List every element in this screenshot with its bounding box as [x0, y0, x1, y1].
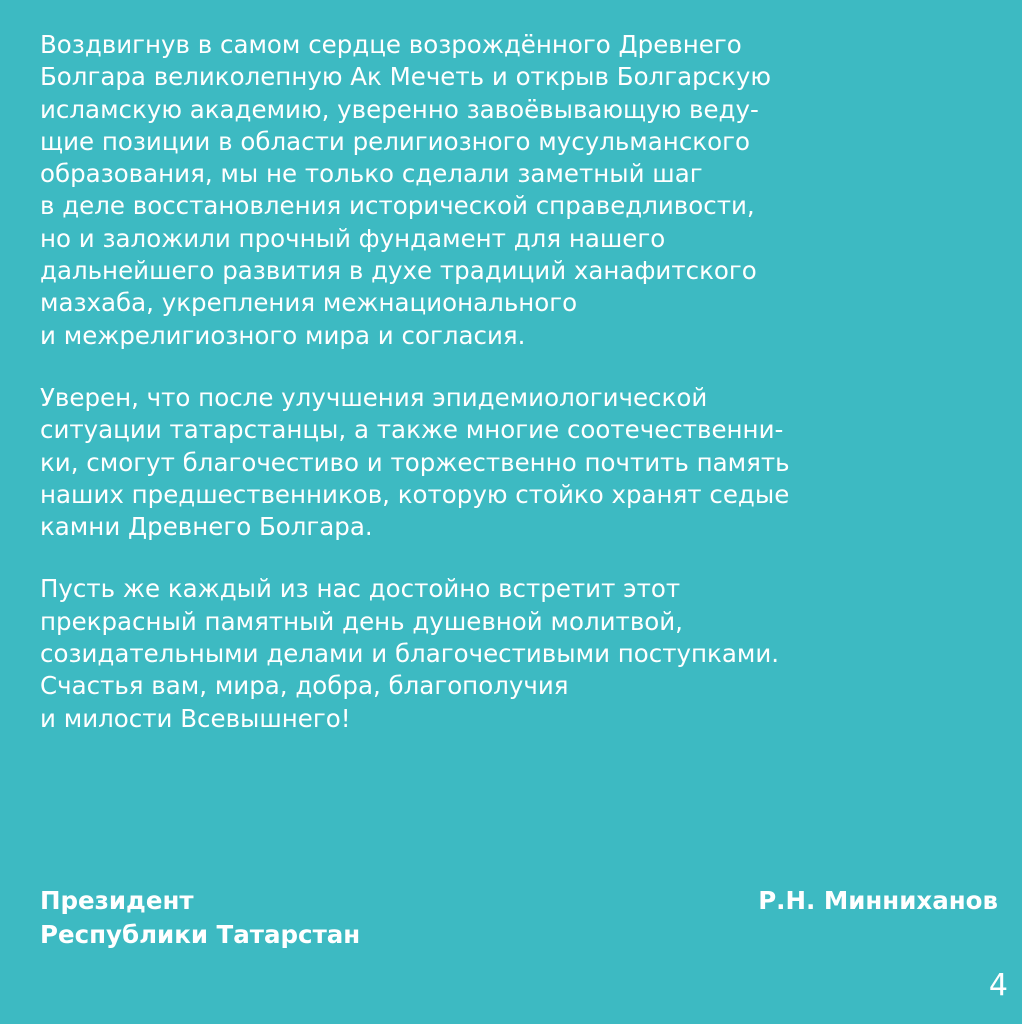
text-line: щие позиции в области религиозного мусульманского — [40, 126, 750, 156]
text-line: созидательными делами и благочестивыми поступками. — [40, 639, 780, 669]
text-line: дальнейшего развития в духе традиций ханафитского — [40, 256, 757, 286]
letter-body — [40, 29, 1000, 765]
text-line: ситуации татарстанцы, а также многие соотечественни- — [40, 415, 784, 445]
page-number: 4 — [988, 968, 1008, 1003]
text-line: Счастья вам, мира, добра, благополучия — [40, 671, 569, 701]
signature-position — [40, 884, 360, 952]
text-line: камни Древнего Болгара. — [40, 512, 373, 542]
text-line: исламскую академию, уверенно завоёвывающую веду- — [40, 94, 759, 124]
text-line: Воздвигнув в самом сердце возрождённого Древнего — [40, 30, 742, 59]
paragraph-3 — [40, 573, 1000, 734]
text-line: ки, смогут благочестиво и торжественно почтить память — [40, 447, 790, 477]
signature-position-line: Президент — [40, 886, 194, 915]
text-line: Пусть же каждый из нас достойно встретит этот — [40, 574, 681, 604]
paragraph-2 — [40, 382, 1000, 543]
text-line: Болгара великолепную Ак Мечеть и открыв Болгарскую — [40, 62, 772, 92]
paragraph-1 — [40, 29, 1000, 352]
text-line: в деле восстановления исторической справедливости, — [40, 191, 755, 221]
text-line: мазхаба, укрепления межнационального — [40, 288, 578, 318]
text-line: и межрелигиозного мира и согласия. — [40, 320, 526, 350]
text-line: но и заложили прочный фундамент для нашего — [40, 223, 666, 253]
text-line: наших предшественников, которую стойко хранят седые — [40, 479, 790, 509]
signature-position-line: Республики Татарстан — [40, 920, 361, 949]
text-line: и милости Всевышнего! — [40, 703, 351, 733]
text-line: Уверен, что после улучшения эпидемиологической — [40, 382, 708, 412]
signature-name: Р.Н. Минниханов — [758, 886, 998, 915]
text-line: образования, мы не только сделали заметный шаг — [40, 159, 703, 189]
text-line: прекрасный памятный день душевной молитвой, — [40, 606, 683, 636]
